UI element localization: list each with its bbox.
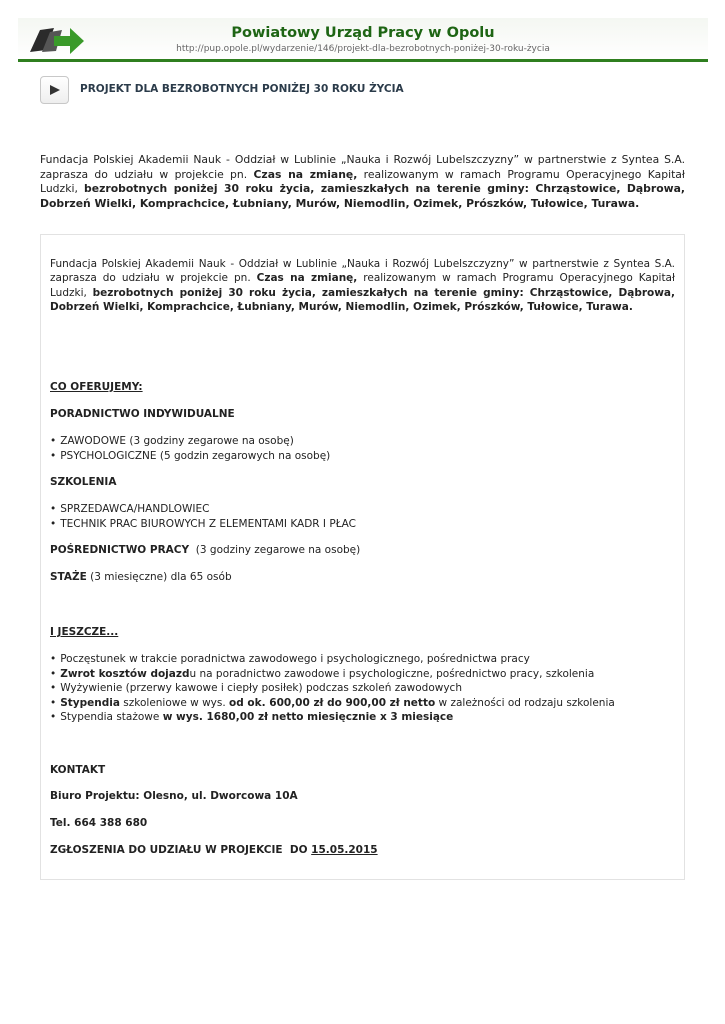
counseling-list [50,434,330,463]
deadline-date: 15.05.2015 [311,844,378,856]
page-title: PROJEKT DLA BEZROBOTNYCH PONIŻEJ 30 ROKU ŻYCIA [80,83,404,95]
content-box [40,234,685,880]
box-intro-paragraph: Fundacja Polskiej Akademii Nauk - Oddział w Lublinie „Nauka i Rozwój Lubelszczyzny” w partnerstwie z Syntea S.A. zaprasza do udziału w projekcie pn. Czas na zmianę, realizowanym w ramach Programu Operacyjnego Kapitał Ludzki, bezrobotnych poniżej 30 roku życia, zamieszkałych na terenie gminy: Chrząstowice, Dąbrowa, Dobrzeń Wielki, Komprachcice, Łubniany, Murów, Niemodlin, Ozimek, Prószków, Tułowice, Turawa. [50,258,675,314]
training-list [50,502,356,531]
deadline-line: ZGŁOSZENIA DO UDZIAŁU W PROJEKCIE DO 15.05.2015 [50,844,378,856]
intro-paragraph: Fundacja Polskiej Akademii Nauk - Oddział w Lublinie „Nauka i Rozwój Lubelszczyzny” w partnerstwie z Syntea S.A. zaprasza do udziału w projekcie pn. Czas na zmianę, realizowanym w ramach Programu Operacyjnego Kapitał Ludzki, bezrobotnych poniżej 30 roku życia, zamieszkałych na terenie gminy: Chrząstowice, Dąbrowa, Dobrzeń Wielki, Komprachcice, Łubniany, Murów, Niemodlin, Ozimek, Prószków, Tułowice, Turawa. [40,153,685,210]
mediation-line: POŚREDNICTWO PRACY (3 godziny zegarowe na osobę) [50,544,361,556]
training-heading: SZKOLENIA [50,476,117,488]
list-item: • Stypendia szkoleniowe w wys. od ok. 600,00 zł do 900,00 zł netto w zależności od rodzaju szkolenia [50,696,615,711]
office-address: Biuro Projektu: Olesno, ul. Dworcowa 10A [50,790,298,802]
list-item: • Zwrot kosztów dojazdu na poradnictwo zawodowe i psychologiczne, pośrednictwo pracy, szkolenia [50,667,615,682]
play-arrow-button[interactable] [40,76,69,104]
phone-number: Tel. 664 388 680 [50,817,148,829]
internship-line: STAŻE (3 miesięczne) dla 65 osób [50,571,232,583]
offer-heading: CO OFERUJEMY: [50,381,143,393]
contact-heading: KONTAKT [50,764,106,776]
list-item: • Wyżywienie (przerwy kawowe i ciepły posiłek) podczas szkoleń zawodowych [50,681,615,696]
list-item: • Poczęstunek w trakcie poradnictwa zawodowego i psychologicznego, pośrednictwa pracy [50,652,615,667]
list-item: • Stypendia stażowe w wys. 1680,00 zł netto miesięcznie x 3 miesiące [50,710,615,725]
site-title: Powiatowy Urząd Pracy w Opolu [231,25,495,41]
site-header [18,18,708,62]
play-arrow-icon [49,84,61,96]
list-item: • SPRZEDAWCA/HANDLOWIEC [50,502,356,517]
extras-heading: I JESZCZE... [50,626,119,638]
list-item: • PSYCHOLOGICZNE (5 godzin zegarowych na osobę) [50,449,330,464]
extras-list [50,652,615,725]
counseling-heading: PORADNICTWO INDYWIDUALNE [50,408,235,420]
page-url[interactable]: http://pup.opole.pl/wydarzenie/146/projekt-dla-bezrobotnych-poniżej-30-roku-życia [176,44,550,54]
list-item: • ZAWODOWE (3 godziny zegarowe na osobę) [50,434,330,449]
list-item: • TECHNIK PRAC BIUROWYCH Z ELEMENTAMI KADR I PŁAC [50,517,356,532]
